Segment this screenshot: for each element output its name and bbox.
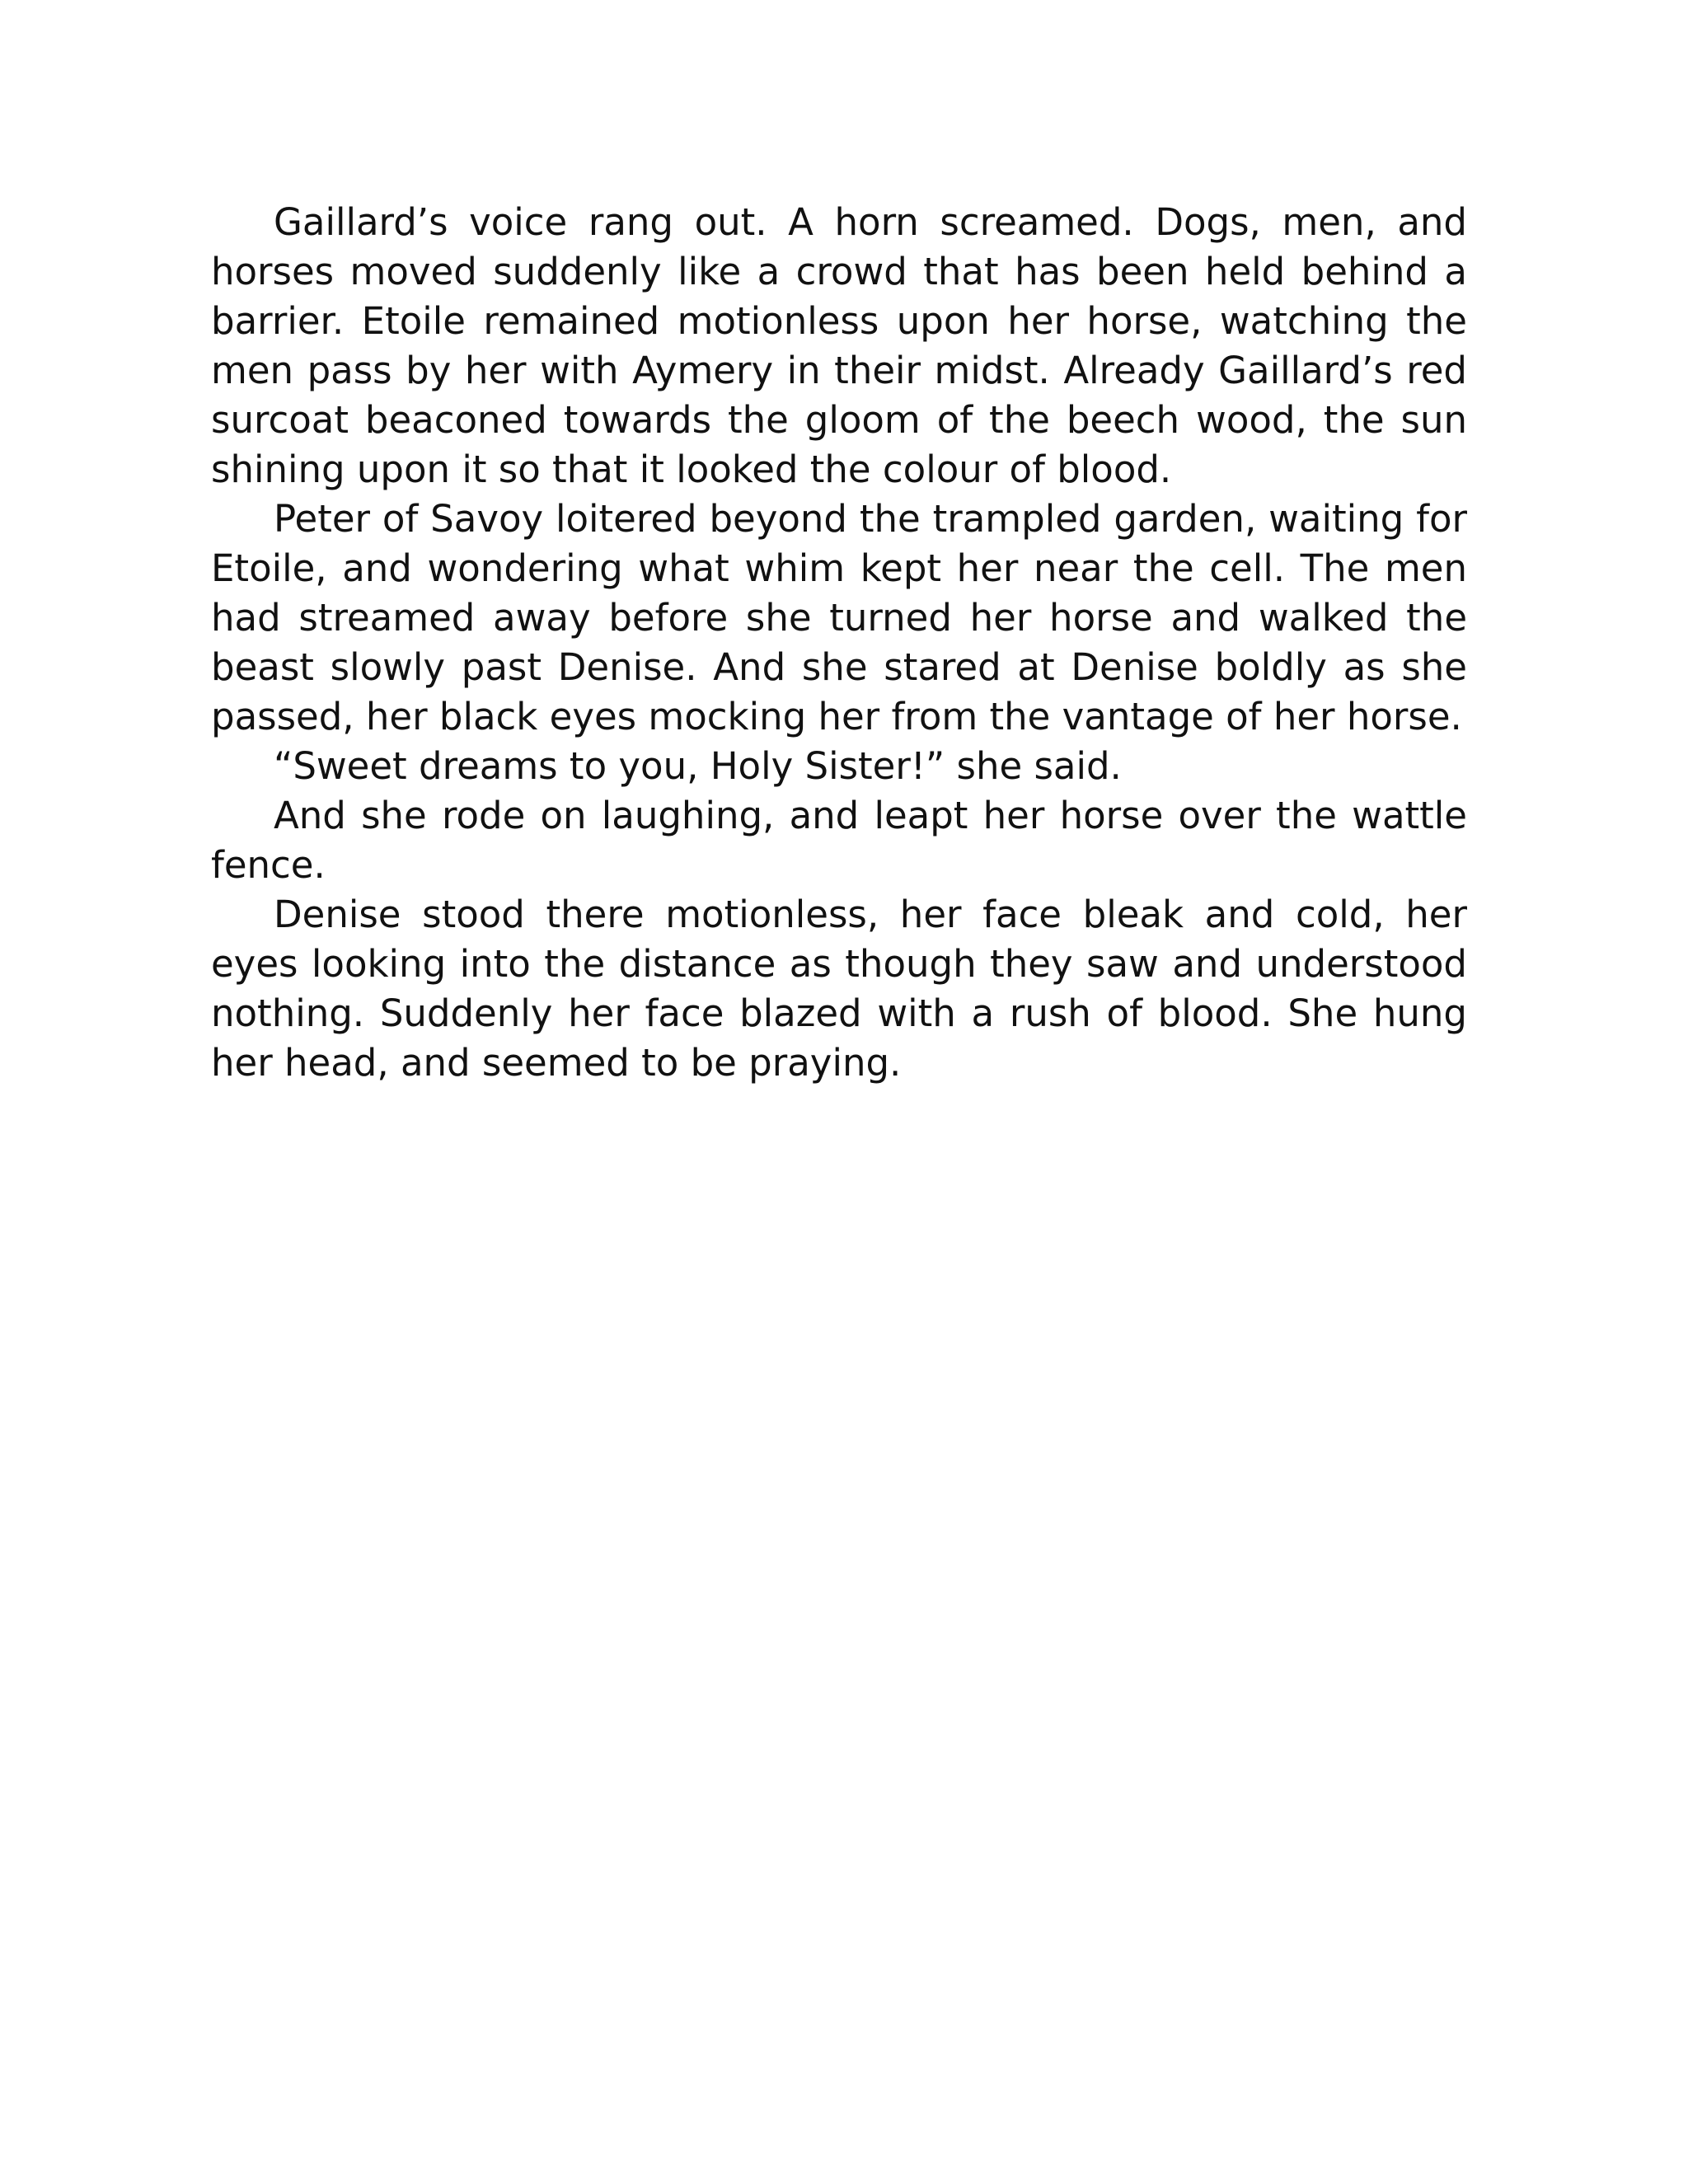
paragraph: Denise stood there motionless, her face bleak and cold, her eyes looking into the distance as though they saw and understood nothing. Suddenly her face blazed with a rush of blood. She hung her head, and seemed to be praying.	[211, 893, 1467, 1085]
paragraph: And she rode on laughing, and leapt her horse over the wattle fence.	[211, 794, 1467, 887]
paragraph: “Sweet dreams to you, Holy Sister!” she said.	[274, 744, 1122, 788]
paragraph: Gaillard’s voice rang out. A horn screamed. Dogs, men, and horses moved suddenly like a crowd that has been held behind a barrier. Etoile remained motionless upon her horse, watching the men pass by her with Aymery in their midst. Already Gaillard’s red surcoat beaconed towards the gloom of the beech wood, the sun shining upon it so that it looked the colour of blood.	[211, 200, 1467, 491]
page-body	[211, 198, 1467, 1088]
paragraph: Peter of Savoy loitered beyond the trampled garden, waiting for Etoile, and wondering what whim kept her near the cell. The men had streamed away before she turned her horse and walked the beast slowly past Denise. And she stared at Denise boldly as she passed, her black eyes mocking her from the vantage of her horse.	[211, 497, 1467, 738]
